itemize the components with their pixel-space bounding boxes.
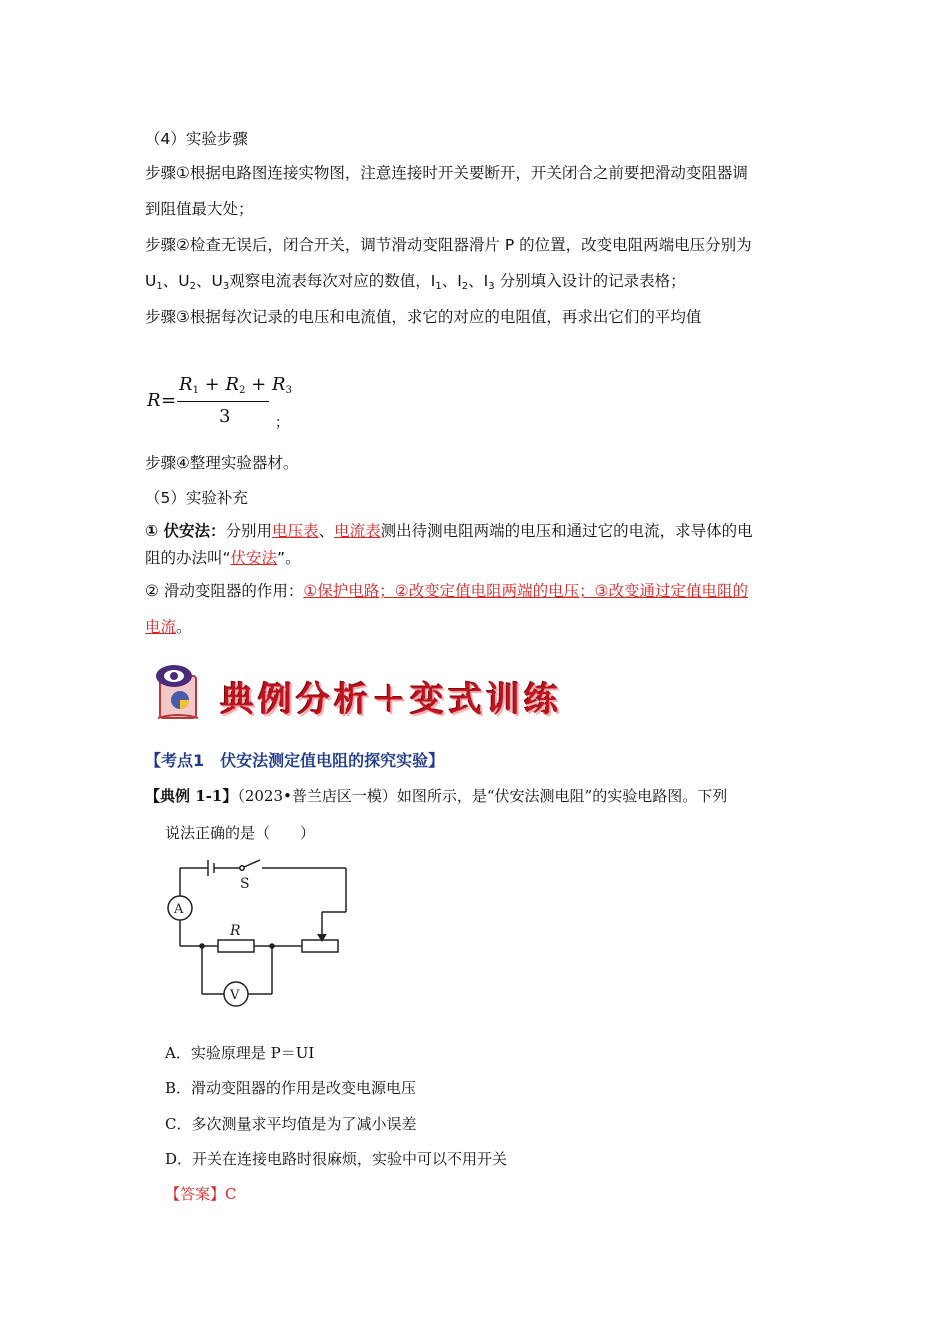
supplement-2-line2: 电流。 [145, 618, 192, 636]
supplement-1-line1: ① 伏安法：分别用电压表、电流表测出待测电阻两端的电压和通过它的电流，求导体的电 [145, 522, 753, 540]
step1-line1: 步骤①根据电路图连接实物图，注意连接时开关要断开，开关闭合之前要把滑动变阻器调 [145, 164, 748, 182]
ammeter-term: 电流表 [334, 522, 381, 540]
option-b: B．滑动变阻器的作用是改变电源电压 [165, 1079, 417, 1097]
supplement-heading: （5）实验补充 [145, 489, 248, 507]
banner-title: 典例分析＋变式训练 [220, 680, 562, 720]
step1-line2: 到阻值最大处； [145, 200, 254, 218]
step3-line: 步骤③根据每次记录的电压和电流值，求它的对应的电阻值，再求出它们的平均值 [145, 308, 702, 326]
step4-line: 步骤④整理实验器材。 [145, 454, 299, 472]
ammeter-label: A [174, 902, 184, 917]
resistor-label: R [230, 923, 241, 939]
exam-point-title: 【考点1 伏安法测定值电阻的探究实验】 [145, 751, 445, 770]
option-c: C．多次测量求平均值是为了减小误差 [165, 1115, 417, 1133]
step2-line1: 步骤②检查无误后，闭合开关，调节滑动变阻器滑片 P 的位置，改变电阻两端电压分别为 [145, 236, 752, 254]
option-d: D．开关在连接电路时很麻烦，实验中可以不用开关 [165, 1150, 508, 1168]
banner-logo-icon [150, 662, 210, 722]
supplement-2-line1: ② 滑动变阻器的作用：①保护电路；②改变定值电阻两端的电压；③改变通过定值电阻的 [145, 582, 749, 600]
fraction-bar [177, 401, 269, 402]
option-a: A．实验原理是 P＝UI [165, 1044, 315, 1062]
voltmeter-term: 电压表 [272, 522, 319, 540]
supplement-1-line2: 阻的办法叫“伏安法”。 [145, 549, 301, 567]
step-heading: （4）实验步骤 [145, 130, 248, 148]
method-term: 伏安法 [230, 549, 278, 567]
step2-line2: $U_1$、$U_2$、$U_3$观察电流表每次对应的数值，$I_1$、$I_2$、$I_3$ 分别填入设计的记录表格； [145, 272, 686, 292]
example-line1: 【典例 1-1】（2023•普兰店区一模）如图所示，是“伏安法测电阻”的实验电路图。下列 [145, 787, 728, 805]
average-formula: R = $R_1 + R_2 + R_3$ 3 ； [147, 374, 292, 431]
switch-label: S [240, 876, 250, 892]
formula-numerator: $R_1 + R_2 + R_3$ [179, 374, 292, 396]
example-line2: 说法正确的是（ ） [165, 824, 316, 842]
answer-value: C [225, 1185, 237, 1203]
answer-line: 【答案】C [165, 1185, 237, 1203]
circuit-diagram [160, 852, 360, 1012]
voltmeter-label: V [230, 988, 240, 1003]
